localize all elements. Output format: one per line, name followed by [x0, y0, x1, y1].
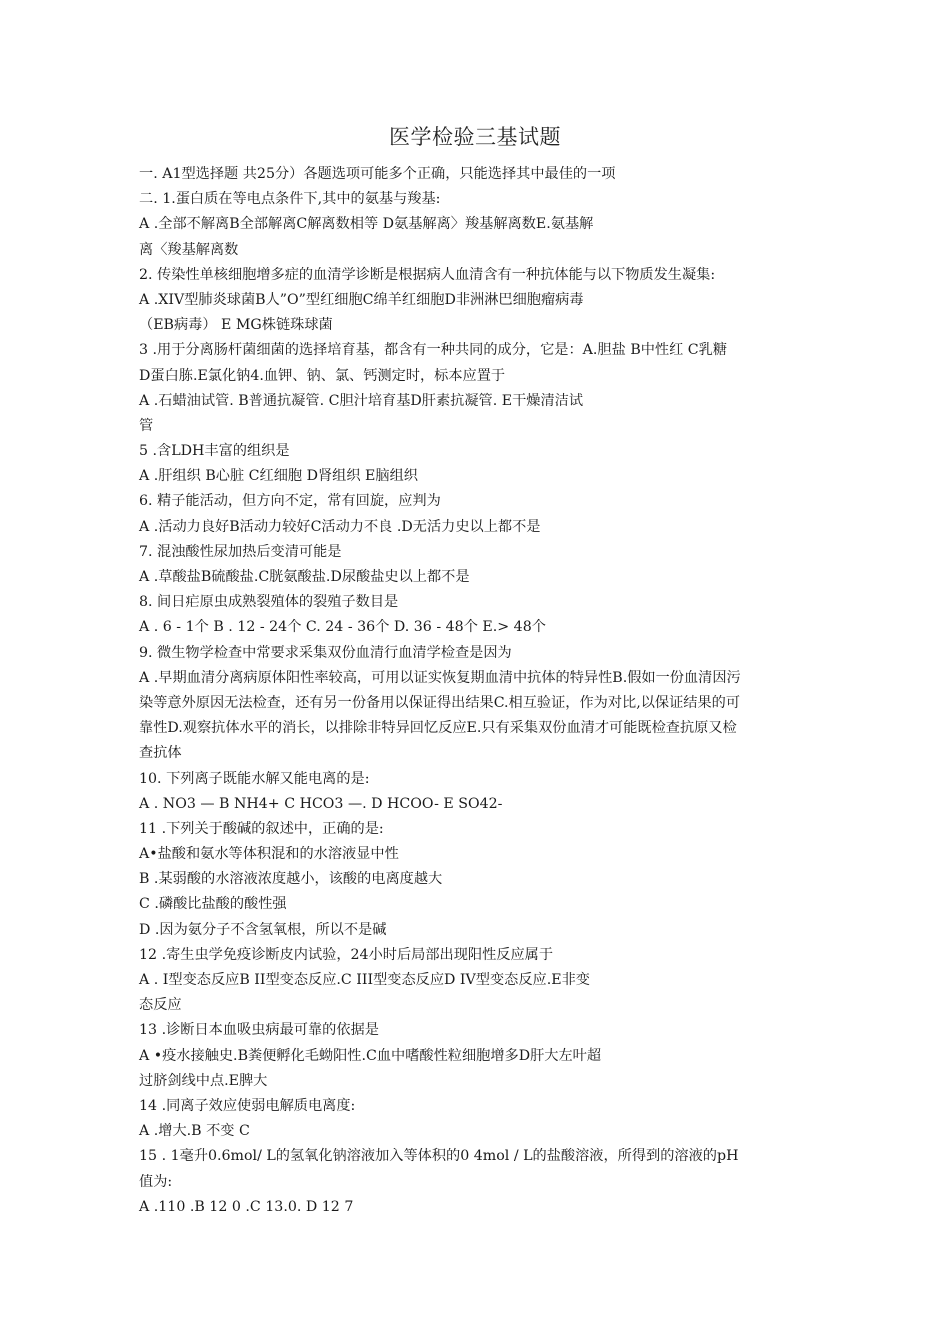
text-line: 一. A1型选择题 共25分）各题选项可能多个正确，只能选择其中最佳的一项: [139, 166, 616, 182]
text-line: A . I型变态反应B II型变态反应.C III型变态反应D IV型变态反应.E非变: [139, 972, 590, 988]
text-line: A .全部不解离B全部解离C解离数相等 D氨基解离〉羧基解离数E.氨基解: [139, 216, 594, 233]
page-title: 医学检验三基试题: [389, 125, 561, 149]
text-line: 查抗体: [139, 745, 182, 762]
text-line: 3 .用于分离肠杆菌细菌的选择培育基，都含有一种共同的成分，它是：A.胆盐 B中性红 C乳糖: [139, 342, 728, 359]
text-line: C .磷酸比盐酸的酸性强: [139, 896, 287, 913]
text-line: 6. 精子能活动，但方向不定，常有回旋，应判为: [139, 493, 441, 510]
text-line: 11 .下列关于酸碱的叙述中，正确的是:: [139, 820, 384, 837]
text-line: 10. 下列离子既能水解又能电离的是:: [139, 770, 370, 787]
text-line: A•盐酸和氨水等体积混和的水溶液显中性: [139, 846, 399, 863]
text-line: A •疫水接触史.B粪便孵化毛蚴阳性.C血中嗜酸性粒细胞增多D肝大左叶超: [139, 1047, 602, 1064]
text-line: A . 6 - 1个 B . 12 - 24个 C. 24 - 36个 D. 36 - 48个 E.> 48个: [139, 619, 546, 636]
text-line: A .草酸盐B硫酸盐.C胱氨酸盐.D尿酸盐史以上都不是: [139, 569, 470, 585]
document-body: [139, 162, 829, 1220]
text-line: （EB病毒） E MG株链珠球菌: [139, 317, 333, 334]
text-line: 13 .诊断日本血吸虫病最可靠的依据是: [139, 1022, 379, 1039]
text-line: B .某弱酸的水溶液浓度越小，该酸的电离度越大: [139, 871, 443, 888]
text-line: 值为:: [139, 1173, 173, 1190]
text-line: A .XIV型肺炎球菌B人”O”型红细胞C绵羊红细胞D非洲淋巴细胞瘤病毒: [139, 291, 584, 308]
text-line: 靠性D.观察抗体水平的消长，以排除非特异回忆反应E.只有采集双份血清才可能既检查抗原又检: [139, 720, 737, 737]
text-line: 12 .寄生虫学免疫诊断皮内试验，24小时后局部出现阳性反应属于: [139, 946, 554, 963]
text-line: A .早期血清分离病原体阳性率较高，可用以证实恢复期血清中抗体的特异性B.假如一份血清因污: [139, 669, 741, 686]
text-line: D蛋白胨.E氯化钠4.血钾、钠、氯、钙测定时，标本应置于: [139, 367, 506, 384]
text-line: 15 . 1毫升0.6mol/ L的氢氧化钠溶液加入等体积的0 4mol / L的盐酸溶液，所得到的溶液的pH: [139, 1148, 739, 1165]
text-line: 14 .同离子效应使弱电解质电离度:: [139, 1097, 356, 1114]
text-line: 7. 混浊酸性尿加热后变清可能是: [139, 543, 342, 560]
text-line: 染等意外原因无法检查，还有另一份备用以保证得出结果C.相互验证，作为对比,以保证结果的可: [139, 694, 741, 711]
text-line: A .石蜡油试管. B普通抗凝管. C胆汁培育基D肝素抗凝管. E干燥清洁试: [139, 392, 584, 409]
text-line: 过脐剑线中点.E脾大: [139, 1072, 268, 1089]
text-line: 离〈羧基解离数: [139, 241, 239, 258]
text-line: A .增大.B 不变 C: [139, 1123, 250, 1140]
text-line: 态反应: [139, 997, 182, 1014]
text-line: A .肝组织 B心脏 C红细胞 D肾组织 E脑组织: [139, 468, 418, 485]
text-line: 8. 间日疟原虫成熟裂殖体的裂殖子数目是: [139, 594, 399, 611]
text-line: D .因为氨分子不含氢氧根，所以不是碱: [139, 921, 387, 938]
text-line: 2. 传染性单核细胞增多症的血清学诊断是根据病人血清含有一种抗体能与以下物质发生凝集:: [139, 266, 716, 283]
text-line: 二. 1.蛋白质在等电点条件下,其中的氨基与羧基:: [139, 191, 441, 208]
text-line: 9. 微生物学检查中常要求采集双份血清行血清学检查是因为: [139, 644, 512, 661]
text-line: A .活动力良好B活动力较好C活动力不良 .D无活力史以上都不是: [139, 518, 541, 535]
text-line: A .110 .B 12 0 .C 13.0. D 12 7: [139, 1198, 354, 1215]
text-line: A . NO3 — B NH4+ C HCO3 —. D HCOO- E SO42-: [139, 795, 503, 812]
text-line: 管: [139, 417, 154, 434]
text-line: 5 .含LDH丰富的组织是: [139, 443, 290, 460]
